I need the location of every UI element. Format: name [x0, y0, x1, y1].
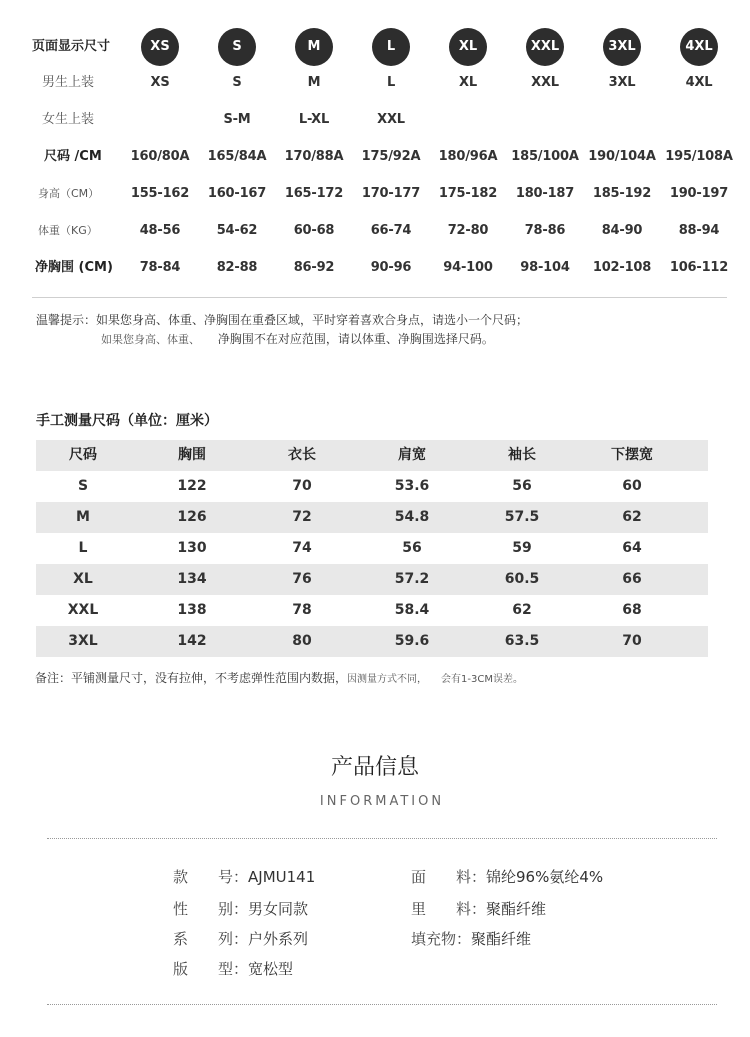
table-cell: 56 [402, 540, 422, 556]
size-row-women [0, 107, 750, 133]
info-subtitle: INFORMATION [319, 794, 445, 809]
row-label: 男生上装 [42, 75, 95, 90]
dotted-divider [47, 838, 717, 839]
size-cell: 60-68 [293, 223, 335, 238]
row-label: 体重（KG） [38, 224, 98, 237]
table-cell: L [78, 540, 88, 556]
size-cell: 170/88A [284, 149, 344, 164]
size-cell: 72-80 [447, 223, 489, 238]
info-label: 款 号： [173, 868, 249, 886]
size-cell: 160-167 [207, 186, 267, 201]
size-cell: XS [150, 75, 170, 90]
size-tip-line1: 温馨提示：如果您身高、体重、净胸围在重叠区域，平时穿着喜欢合身点，请选小一个尺码； [36, 313, 529, 327]
size-tip-small: 如果您身高、体重、 [101, 333, 200, 346]
info-gender [173, 898, 308, 919]
size-header-label: 页面显示尺寸 [32, 39, 111, 54]
table-header-row [36, 440, 708, 471]
size-cell: XL [459, 75, 477, 90]
size-cell: 175-182 [438, 186, 498, 201]
size-cell: 106-112 [669, 260, 729, 275]
size-circle-xxl: XXL [526, 28, 564, 66]
table-cell: 68 [622, 602, 642, 618]
size-circle-m: M [295, 28, 333, 66]
measure-title: 手工测量尺码（单位：厘米） [36, 413, 218, 429]
size-cell: 88-94 [678, 223, 720, 238]
size-cell: 185/100A [511, 149, 579, 164]
table-cell: 59.6 [394, 633, 430, 649]
size-cell: 94-100 [443, 260, 493, 275]
info-label: 面 料： [411, 868, 487, 886]
table-cell: XL [73, 571, 93, 587]
info-value: 聚酯纤维 [471, 930, 532, 948]
size-cell: 84-90 [601, 223, 643, 238]
table-cell: M [76, 509, 90, 525]
size-cell: 190-197 [669, 186, 729, 201]
size-circle-xl: XL [449, 28, 487, 66]
table-row [36, 595, 708, 626]
row-label: 女生上装 [42, 112, 95, 127]
table-row [36, 564, 708, 595]
info-filling [411, 928, 531, 949]
size-cell: L-XL [298, 112, 330, 127]
size-cell: 155-162 [130, 186, 190, 201]
size-row-men [0, 70, 750, 96]
size-cell: 86-92 [293, 260, 335, 275]
info-value: 宽松型 [248, 960, 294, 978]
table-cell: 56 [512, 478, 532, 494]
table-cell: 59 [512, 540, 532, 556]
row-label: 身高（CM） [38, 187, 100, 200]
table-cell: 3XL [68, 633, 98, 649]
table-row [36, 471, 708, 502]
table-cell: 66 [622, 571, 642, 587]
table-cell: 70 [292, 478, 312, 494]
info-value: 男女同款 [248, 900, 309, 918]
row-label: 净胸围 (CM) [35, 260, 113, 275]
table-cell: 62 [622, 509, 642, 525]
info-lining [411, 898, 546, 919]
info-style-no [173, 866, 315, 887]
info-series [173, 928, 308, 949]
size-circle-xs: XS [141, 28, 179, 66]
info-value: 户外系列 [248, 930, 309, 948]
table-cell: 62 [512, 602, 532, 618]
divider [32, 297, 727, 298]
size-cell: 102-108 [592, 260, 652, 275]
size-row-chest [0, 255, 750, 281]
size-cell: 195/108A [665, 149, 733, 164]
table-cell: 142 [177, 633, 207, 649]
size-cell: XXL [377, 112, 405, 127]
size-row-weight [0, 218, 750, 244]
size-cell: 180-187 [515, 186, 575, 201]
size-cell: 160/80A [130, 149, 190, 164]
size-cell: 190/104A [588, 149, 656, 164]
size-cell: 78-84 [139, 260, 181, 275]
table-cell: 64 [622, 540, 642, 556]
table-cell: 134 [177, 571, 207, 587]
table-cell: 63.5 [504, 633, 540, 649]
info-fabric [411, 866, 603, 887]
size-cell: 180/96A [438, 149, 498, 164]
table-cell: 74 [292, 540, 312, 556]
header-cell: 尺码 [69, 447, 97, 463]
size-circle-l: L [372, 28, 410, 66]
size-row-height [0, 181, 750, 207]
size-cell: S [232, 75, 242, 90]
size-cell: 66-74 [370, 223, 412, 238]
header-cell: 胸围 [178, 447, 206, 463]
info-label: 填充物： [411, 930, 472, 948]
remark-main: 备注：平铺测量尺寸，没有拉伸，不考虑弹性范围内数据， [35, 671, 348, 685]
info-value: 聚酯纤维 [486, 900, 547, 918]
size-cell: 185-192 [592, 186, 652, 201]
table-cell: 76 [292, 571, 312, 587]
size-cell: M [307, 75, 321, 90]
size-cell: 90-96 [370, 260, 412, 275]
size-tip-line2 [101, 330, 494, 347]
table-row [36, 626, 708, 657]
table-cell: 54.8 [394, 509, 430, 525]
table-row [36, 533, 708, 564]
size-tip-rest: 净胸围不在对应范围，请以体重、净胸围选择尺码。 [217, 332, 494, 346]
info-label: 系 列： [173, 930, 249, 948]
size-cell: 165/84A [207, 149, 267, 164]
size-cell: 48-56 [139, 223, 181, 238]
info-label: 性 别： [173, 900, 249, 918]
info-title: 产品信息 [330, 755, 419, 780]
table-cell: 72 [292, 509, 312, 525]
size-cell: S-M [223, 112, 251, 127]
info-value: AJMU141 [248, 868, 316, 886]
size-cell: 4XL [685, 75, 713, 90]
info-fit [173, 958, 293, 979]
info-label: 版 型： [173, 960, 249, 978]
header-cell: 肩宽 [398, 447, 426, 463]
table-cell: 60 [622, 478, 642, 494]
table-cell: 78 [292, 602, 312, 618]
table-cell: 130 [177, 540, 207, 556]
table-cell: 53.6 [394, 478, 430, 494]
remark-small-1: 因测量方式不同， [347, 674, 428, 685]
table-cell: 58.4 [394, 602, 430, 618]
table-cell: 57.5 [504, 509, 540, 525]
measure-remark [35, 669, 523, 686]
row-label: 尺码 /CM [44, 149, 102, 164]
size-cell: XXL [531, 75, 559, 90]
info-value: 锦纶96%氨纶4% [486, 868, 604, 886]
table-cell: 60.5 [504, 571, 540, 587]
measure-table [36, 440, 708, 657]
table-row [36, 502, 708, 533]
header-cell: 下摆宽 [611, 447, 653, 463]
size-cell: L [386, 75, 396, 90]
size-cell: 170-177 [361, 186, 421, 201]
table-cell: 70 [622, 633, 642, 649]
remark-small-2: 会有1-3CM误差。 [441, 674, 523, 685]
header-cell: 袖长 [508, 447, 536, 463]
size-header-row [0, 28, 750, 66]
table-cell: 138 [177, 602, 207, 618]
size-cell: 82-88 [216, 260, 258, 275]
table-cell: 80 [292, 633, 312, 649]
size-circle-4xl: 4XL [680, 28, 718, 66]
size-cell: 54-62 [216, 223, 258, 238]
size-cell: 165-172 [284, 186, 344, 201]
dotted-divider [47, 1004, 717, 1005]
size-cell: 78-86 [524, 223, 566, 238]
table-cell: XXL [67, 602, 99, 618]
size-row-code [0, 144, 750, 170]
table-cell: 122 [177, 478, 207, 494]
size-circle-s: S [218, 28, 256, 66]
size-cell: 175/92A [361, 149, 421, 164]
size-cell: 3XL [608, 75, 636, 90]
table-cell: 57.2 [394, 571, 430, 587]
header-cell: 衣长 [288, 447, 316, 463]
info-label: 里 料： [411, 900, 487, 918]
size-circle-3xl: 3XL [603, 28, 641, 66]
size-cell: 98-104 [520, 260, 570, 275]
table-cell: S [77, 478, 89, 494]
table-cell: 126 [177, 509, 207, 525]
